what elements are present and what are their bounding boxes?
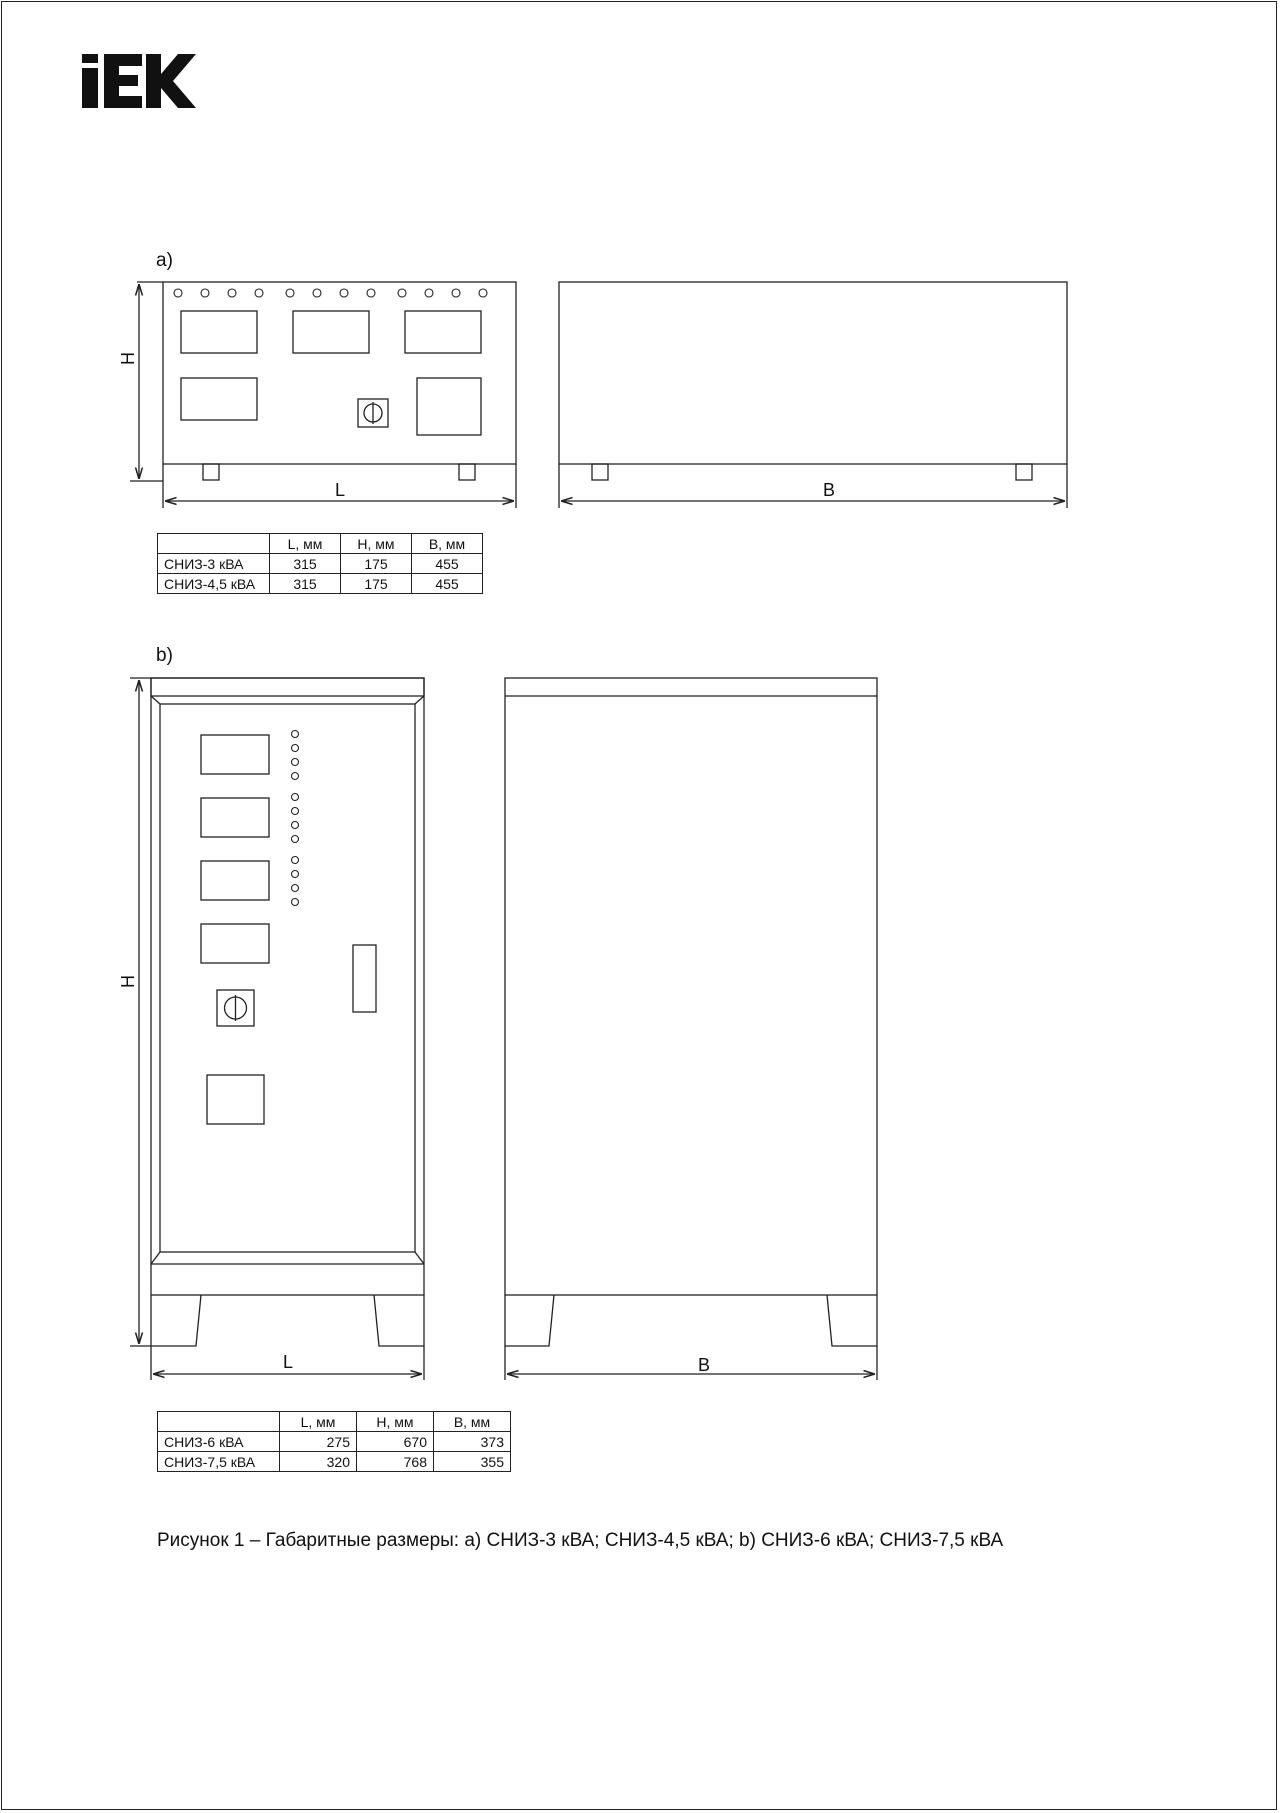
value-cell: 175 xyxy=(341,574,412,594)
table-header-cell: B, мм xyxy=(434,1412,511,1432)
table-header-cell: H, мм xyxy=(357,1412,434,1432)
table-header-cell xyxy=(158,1412,280,1432)
panel-a-depth-label: B xyxy=(823,480,836,500)
table-header-cell: H, мм xyxy=(341,534,412,554)
value-cell: 455 xyxy=(412,574,483,594)
table-row xyxy=(158,554,483,574)
front-view-large-unit xyxy=(151,678,424,1346)
figure-caption: Рисунок 1 – Габаритные размеры: a) СНИЗ-3 кВА; СНИЗ-4,5 кВА; b) СНИЗ-6 кВА; СНИЗ-7,5 кВА xyxy=(157,1530,1004,1551)
side-view-small-unit xyxy=(559,282,1067,508)
model-cell: СНИЗ-6 кВА xyxy=(158,1432,280,1452)
value-cell: 355 xyxy=(434,1452,511,1472)
table-row xyxy=(158,1432,511,1452)
panel-b-depth-label: B xyxy=(698,1355,711,1375)
table-row xyxy=(158,1452,511,1472)
panel-a-dimensions-table xyxy=(157,533,483,594)
panel-b-dimensions-table xyxy=(157,1411,511,1472)
value-cell: 315 xyxy=(270,574,341,594)
value-cell: 768 xyxy=(357,1452,434,1472)
front-view-small-unit xyxy=(163,282,516,508)
table-header-row xyxy=(158,1412,511,1432)
table-header-cell: L, мм xyxy=(270,534,341,554)
model-cell: СНИЗ-7,5 кВА xyxy=(158,1452,280,1472)
panel-a-label: a) xyxy=(156,250,173,271)
panel-b-label: b) xyxy=(156,645,173,666)
side-view-large-unit xyxy=(505,678,877,1346)
model-cell: СНИЗ-4,5 кВА xyxy=(158,574,270,594)
table-header-cell xyxy=(158,534,270,554)
table-header-cell: B, мм xyxy=(412,534,483,554)
table-row xyxy=(158,574,483,594)
panel-a-length-label: L xyxy=(335,480,346,500)
panel-b-length-label: L xyxy=(283,1352,294,1372)
value-cell: 315 xyxy=(270,554,341,574)
model-cell: СНИЗ-3 кВА xyxy=(158,554,270,574)
value-cell: 320 xyxy=(280,1452,357,1472)
table-header-row xyxy=(158,534,483,554)
value-cell: 175 xyxy=(341,554,412,574)
value-cell: 373 xyxy=(434,1432,511,1452)
panel-b-height-label: H xyxy=(118,975,138,988)
value-cell: 455 xyxy=(412,554,483,574)
value-cell: 275 xyxy=(280,1432,357,1452)
value-cell: 670 xyxy=(357,1432,434,1452)
table-header-cell: L, мм xyxy=(280,1412,357,1432)
panel-a-height-label: H xyxy=(118,352,138,365)
